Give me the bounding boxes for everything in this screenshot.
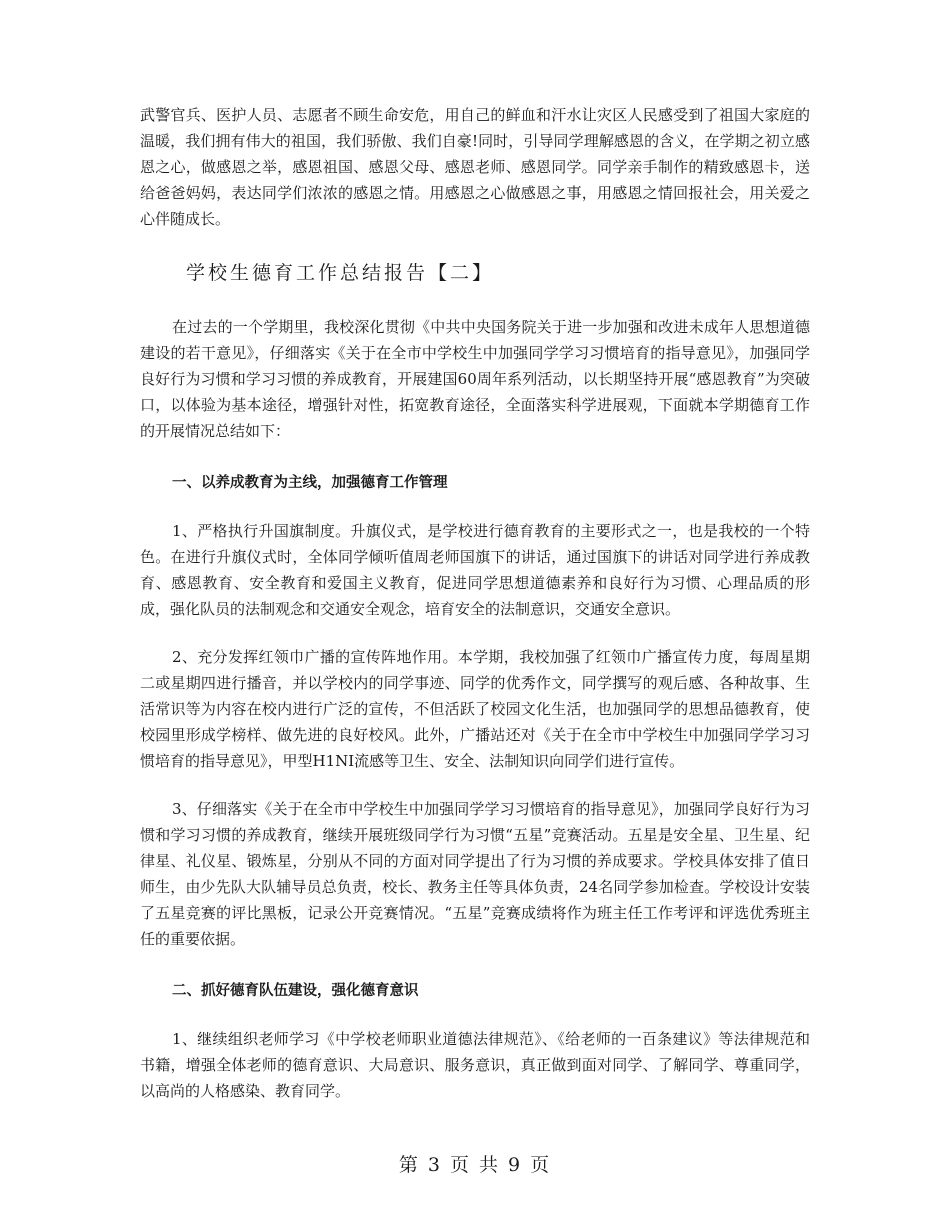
document-page: [140, 102, 810, 1104]
opening-paragraph: 在过去的一个学期里，我校深化贯彻《中共中央国务院关于进一步加强和改进未成年人思想道德建设的若干意见》，仔细落实《关于在全市中学校生中加强同学学习习惯培育的指导意见》，加强同学良好行为习惯和学习习惯的养成教育，开展建国60周年系列活动，以长期坚持开展“感恩教育”为突破口，以体验为基本途径，增强针对性，拓宽教育途径，全面落实科学进展观，下面就本学期德育工作的开展情况总结如下：: [140, 318, 810, 440]
page-number-footer: 第 3 页 共 9 页: [398, 1154, 552, 1176]
heading-2: 二、抓好德育队伍建设，强化德育意识: [172, 983, 419, 999]
item-1-2: 2、充分发挥红领巾广播的宣传阵地作用。本学期，我校加强了红领巾广播宣传力度，每周星期二或星期四进行播音，并以学校内的同学事迹、同学的优秀作文，同学撰写的观后感、各种故事、生活常识等为内容在校内进行广泛的宣传，不但活跃了校园文化生活，也加强同学的思想品德教育，使校园里形成学榜样、做先进的良好校风。此外，广播站还对《关于在全市中学校生中加强同学学习习惯培育的指导意见》，甲型H1NI流感等卫生、安全、法制知识向同学们进行宣传。: [140, 648, 810, 770]
intro-paragraph: 武警官兵、医护人员、志愿者不顾生命安危，用自己的鲜血和汗水让灾区人民感受到了祖国大家庭的温暖，我们拥有伟大的祖国，我们骄傲、我们自豪!同时，引导同学理解感恩的含义，在学期之初立感恩之心，做感恩之举，感恩祖国、感恩父母、感恩老师、感恩同学。同学亲手制作的精致感恩卡，送给爸爸妈妈，表达同学们浓浓的感恩之情。用感恩之心做感恩之事，用感恩之情回报社会，用关爱之心伴随成长。: [140, 106, 810, 228]
item-1-1: 1、严格执行升国旗制度。升旗仪式，是学校进行德育教育的主要形式之一，也是我校的一个特色。在进行升旗仪式时，全体同学倾听值周老师国旗下的讲话，通过国旗下的讲话对同学进行养成教育、感恩教育、安全教育和爱国主义教育，促进同学思想道德素养和良好行为习惯、心理品质的形成，强化队员的法制观念和交通安全观念，培育安全的法制意识，交通安全意识。: [140, 522, 810, 618]
section-title: 学校生德育工作总结报告【二】: [186, 262, 495, 284]
heading-1: 一、以养成教育为主线，加强德育工作管理: [172, 475, 448, 491]
item-1-3: 3、仔细落实《关于在全市中学校生中加强同学学习习惯培育的指导意见》，加强同学良好行为习惯和学习习惯的养成教育，继续开展班级同学行为习惯“五星”竞赛活动。五星是安全星、卫生星、纪律星、礼仪星、锻炼星，分别从不同的方面对同学提出了行为习惯的养成要求。学校具体安排了值日师生，由少先队大队辅导员总负责，校长、教务主任等具体负责，24名同学参加检查。学校设计安装了五星竞赛的评比黑板，记录公开竞赛情况。“五星”竞赛成绩将作为班主任工作考评和评选优秀班主任的重要依据。: [140, 800, 810, 948]
item-2-1: 1、继续组织老师学习《中学校老师职业道德法律规范》、《给老师的一百条建议》等法律规范和书籍，增强全体老师的德育意识、大局意识、服务意识，真正做到面对同学、了解同学、尊重同学，以高尚的人格感染、教育同学。: [140, 1030, 810, 1100]
